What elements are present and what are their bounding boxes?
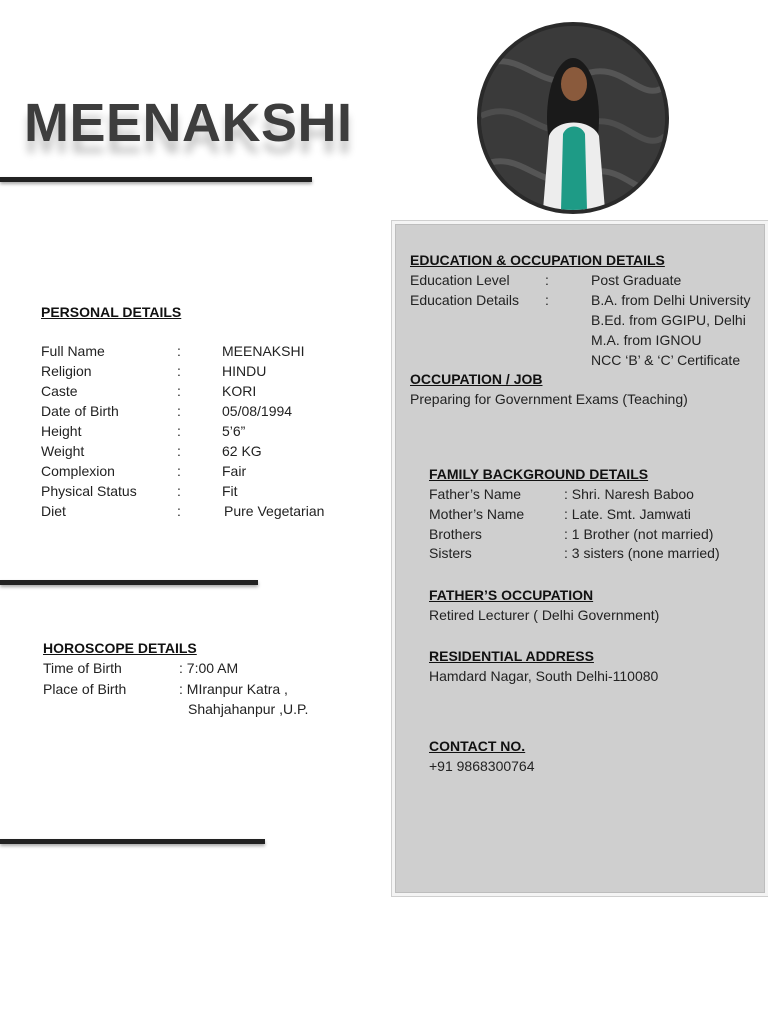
family-value: : Late. Smt. Jamwati <box>564 506 691 522</box>
residential-address-value: Hamdard Nagar, South Delhi-110080 <box>429 668 659 684</box>
contact-heading: CONTACT NO. <box>429 738 526 754</box>
personal-row-height <box>41 423 341 443</box>
education-value: B.A. from Delhi University <box>591 292 751 308</box>
occupation-heading: OCCUPATION / JOB <box>410 371 543 387</box>
personal-colon: : <box>177 343 181 359</box>
personal-row-dob <box>41 403 341 423</box>
personal-colon: : <box>177 443 181 459</box>
contact-number: +91 9868300764 <box>429 758 535 774</box>
horoscope-value: : 7:00 AM <box>179 660 239 676</box>
family-label: Father’s Name <box>429 486 522 502</box>
horoscope-label: Time of Birth <box>43 660 122 676</box>
horoscope-details-heading: HOROSCOPE DETAILS <box>43 640 197 656</box>
education-colon: : <box>545 272 549 288</box>
education-row-details-cont <box>410 312 760 332</box>
education-row-level <box>410 272 760 292</box>
family-label: Sisters <box>429 545 472 561</box>
personal-row-physical-status <box>41 483 341 503</box>
family-value: : 3 sisters (none married) <box>564 545 720 561</box>
family-row-brothers <box>429 526 759 546</box>
education-value: B.Ed. from GGIPU, Delhi <box>591 312 746 328</box>
family-row-father <box>429 486 759 506</box>
horoscope-row-time <box>43 660 343 680</box>
horoscope-value: Shahjahanpur ,U.P. <box>188 701 309 717</box>
personal-row-full-name <box>41 343 341 363</box>
father-occupation-value: Retired Lecturer ( Delhi Government) <box>429 607 660 623</box>
personal-colon: : <box>177 383 181 399</box>
personal-colon: : <box>177 423 181 439</box>
education-label: Education Details <box>410 292 519 308</box>
personal-value: 62 KG <box>222 443 262 459</box>
education-colon: : <box>545 292 549 308</box>
personal-row-caste <box>41 383 341 403</box>
header-divider <box>0 177 312 182</box>
personal-colon: : <box>177 503 181 519</box>
family-details-list <box>429 486 759 566</box>
personal-label: Physical Status <box>41 483 137 499</box>
personal-row-religion <box>41 363 341 383</box>
personal-details-heading: PERSONAL DETAILS <box>41 304 182 320</box>
personal-value: MEENAKSHI <box>222 343 305 359</box>
personal-value: 05/08/1994 <box>222 403 293 419</box>
personal-row-weight <box>41 443 341 463</box>
education-label: Education Level <box>410 272 510 288</box>
section-divider <box>0 839 265 844</box>
personal-colon: : <box>177 363 181 379</box>
personal-value: Pure Vegetarian <box>224 503 325 519</box>
education-row-details <box>410 292 760 312</box>
personal-label: Diet <box>41 503 66 519</box>
profile-photo <box>477 22 669 214</box>
personal-value: 5’6” <box>222 423 246 439</box>
residential-address-heading: RESIDENTIAL ADDRESS <box>429 648 594 664</box>
education-value: M.A. from IGNOU <box>591 332 702 348</box>
personal-colon: : <box>177 463 181 479</box>
family-label: Brothers <box>429 526 482 542</box>
occupation-value: Preparing for Government Exams (Teaching) <box>410 391 688 407</box>
horoscope-row-place <box>43 681 343 701</box>
horoscope-details-list <box>43 660 343 720</box>
profile-photo-illustration <box>481 26 665 210</box>
horoscope-row-place-cont <box>43 701 343 721</box>
horoscope-value: : MIranpur Katra , <box>179 681 288 697</box>
education-heading: EDUCATION & OCCUPATION DETAILS <box>410 252 665 268</box>
education-value: NCC ‘B’ & ‘C’ Certificate <box>591 352 741 368</box>
personal-label: Caste <box>41 383 78 399</box>
education-row-details-cont <box>410 352 760 372</box>
personal-label: Height <box>41 423 82 439</box>
personal-colon: : <box>177 403 181 419</box>
section-divider <box>0 580 258 585</box>
personal-value: Fit <box>222 483 238 499</box>
family-background-heading: FAMILY BACKGROUND DETAILS <box>429 466 649 482</box>
education-row-details-cont <box>410 332 760 352</box>
personal-row-complexion <box>41 463 341 483</box>
personal-colon: : <box>177 483 181 499</box>
family-value: : 1 Brother (not married) <box>564 526 714 542</box>
personal-details-list <box>41 343 341 523</box>
family-value: : Shri. Naresh Baboo <box>564 486 694 502</box>
personal-value: KORI <box>222 383 257 399</box>
personal-label: Weight <box>41 443 85 459</box>
personal-label: Full Name <box>41 343 105 359</box>
family-row-mother <box>429 506 759 526</box>
personal-label: Date of Birth <box>41 403 119 419</box>
father-occupation-heading: FATHER’S OCCUPATION <box>429 587 594 603</box>
family-row-sisters <box>429 545 759 565</box>
personal-value: HINDU <box>222 363 267 379</box>
horoscope-label: Place of Birth <box>43 681 127 697</box>
education-details-list <box>410 272 760 372</box>
candidate-name-title: MEENAKSHI <box>24 93 353 153</box>
education-value: Post Graduate <box>591 272 682 288</box>
personal-row-diet <box>41 503 341 523</box>
personal-label: Complexion <box>41 463 115 479</box>
personal-value: Fair <box>222 463 247 479</box>
personal-label: Religion <box>41 363 92 379</box>
family-label: Mother’s Name <box>429 506 525 522</box>
